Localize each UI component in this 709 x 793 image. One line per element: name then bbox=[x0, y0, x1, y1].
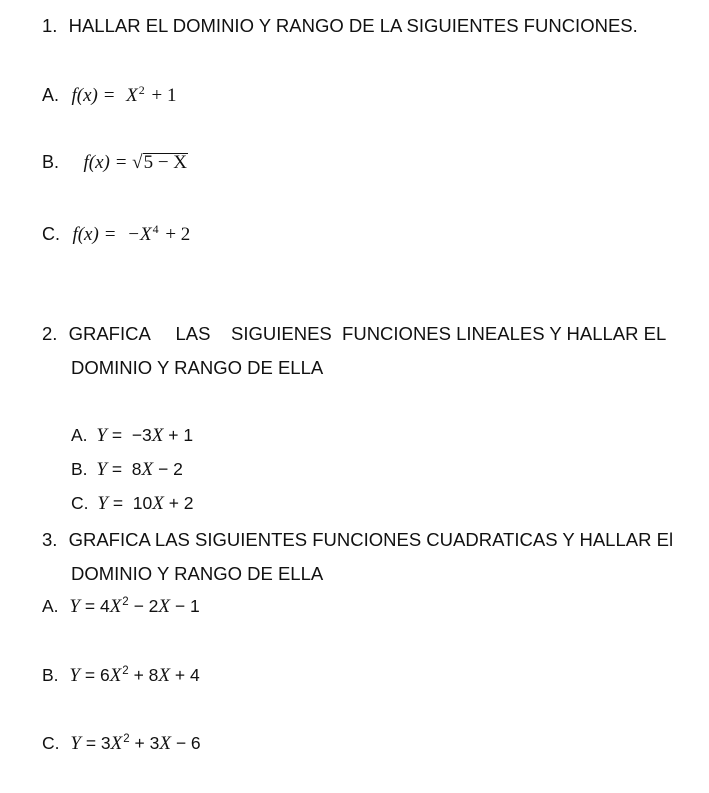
q3-item-b-label: B. bbox=[42, 665, 59, 685]
q3-item-c-label: C. bbox=[42, 733, 60, 753]
q3-item-c-eq: = 3 bbox=[80, 733, 111, 753]
question-1-heading bbox=[42, 15, 638, 37]
q1-item-a-formula bbox=[71, 85, 176, 106]
q2-item-c bbox=[71, 493, 194, 515]
q1-item-b-lhs: f(x) = bbox=[83, 152, 128, 173]
q3-item-b-exp: 2 bbox=[122, 665, 129, 677]
q3-item-b-x2: X bbox=[109, 665, 122, 686]
q3-item-b-mid: + 8 bbox=[128, 665, 159, 685]
q3-item-a-x1: X bbox=[158, 596, 170, 617]
q3-item-a-y: Y bbox=[69, 596, 80, 617]
q1-item-b-radicand: 5 − X bbox=[143, 152, 188, 173]
q3-item-c-rest: − 6 bbox=[170, 733, 201, 753]
q2-item-c-eq: = 10 bbox=[107, 493, 153, 513]
q3-item-c-y: Y bbox=[70, 733, 81, 754]
q3-item-c-mid: + 3 bbox=[129, 733, 160, 753]
q3-item-b-x1: X bbox=[158, 665, 170, 686]
q3-item-a-eq: = 4 bbox=[80, 596, 110, 616]
q1-item-c-lhs: f(x) = bbox=[72, 224, 117, 245]
q2-item-b-eq: = 8 bbox=[107, 459, 142, 479]
q3-item-b-eq: = 6 bbox=[80, 665, 110, 685]
q3-item-a bbox=[42, 596, 200, 618]
q3-item-a-rest: − 1 bbox=[170, 596, 200, 616]
q1-item-b-formula bbox=[83, 152, 188, 173]
q2-item-b-rest: − 2 bbox=[153, 459, 183, 479]
q2-item-c-y: Y bbox=[97, 493, 108, 514]
q3-item-a-x2: X bbox=[109, 596, 122, 617]
question-2-number: 2. bbox=[42, 323, 58, 344]
question-1-number: 1. bbox=[42, 15, 58, 36]
q3-item-a-mid: − 2 bbox=[128, 596, 159, 616]
q1-item-a-base: X bbox=[126, 85, 138, 106]
q1-item-c-label: C. bbox=[42, 224, 60, 244]
q2-item-a bbox=[71, 425, 193, 447]
question-3-number: 3. bbox=[42, 529, 58, 550]
q1-item-a bbox=[42, 83, 176, 107]
q1-item-a-lhs: f(x) = bbox=[71, 85, 116, 106]
q1-item-c-rest: + 2 bbox=[165, 224, 191, 245]
q2-item-c-x: X bbox=[152, 493, 164, 514]
q3-item-c bbox=[42, 733, 201, 755]
q1-item-a-exp: 2 bbox=[138, 83, 145, 97]
question-3-text-line2: DOMINIO Y RANGO DE ELLA bbox=[71, 563, 324, 584]
question-3-text-line1: GRAFICA LAS SIGUIENTES FUNCIONES CUADRATICAS Y HALLAR El bbox=[68, 529, 674, 550]
q3-item-a-label: A. bbox=[42, 596, 59, 616]
question-2-heading bbox=[42, 323, 666, 345]
q3-item-c-x1: X bbox=[159, 733, 171, 754]
q2-item-c-rest: + 2 bbox=[163, 493, 194, 513]
q2-item-a-label: A. bbox=[71, 425, 88, 445]
q3-item-b-y: Y bbox=[69, 665, 80, 686]
q1-item-c-base: −X bbox=[127, 224, 152, 245]
q1-item-b bbox=[42, 152, 188, 174]
q1-item-c-exp: 4 bbox=[152, 222, 159, 236]
q3-item-b-rest: + 4 bbox=[170, 665, 200, 685]
q1-item-c bbox=[42, 222, 190, 246]
q1-item-a-rest: + 1 bbox=[151, 85, 177, 106]
question-3-heading bbox=[42, 529, 673, 551]
q1-item-c-formula bbox=[72, 224, 190, 245]
q2-item-b-y: Y bbox=[96, 459, 107, 480]
q2-item-b bbox=[71, 459, 183, 481]
q2-item-a-x: X bbox=[151, 425, 164, 446]
question-1-text: HALLAR EL DOMINIO Y RANGO DE LA SIGUIENTES FUNCIONES. bbox=[68, 15, 638, 36]
q2-item-c-label: C. bbox=[71, 493, 89, 513]
q2-item-b-x: X bbox=[141, 459, 154, 480]
question-2-text-line1: GRAFICA LAS SIGUIENES FUNCIONES LINEALES Y HALLAR EL bbox=[68, 323, 667, 344]
q1-item-b-sqrt-sign: √ bbox=[132, 152, 143, 173]
q3-item-c-exp: 2 bbox=[123, 733, 130, 745]
question-2-text-line2: DOMINIO Y RANGO DE ELLA bbox=[71, 357, 324, 378]
q3-item-c-x2: X bbox=[110, 733, 123, 754]
q1-item-a-label: A. bbox=[42, 85, 60, 105]
q2-item-b-label: B. bbox=[71, 459, 88, 479]
q2-item-a-rest: + 1 bbox=[163, 425, 194, 445]
q2-item-a-eq: = −3 bbox=[107, 425, 152, 445]
q2-item-a-y: Y bbox=[96, 425, 107, 446]
q1-item-b-label: B. bbox=[42, 152, 60, 172]
q3-item-a-exp: 2 bbox=[122, 596, 129, 608]
q3-item-b bbox=[42, 665, 200, 687]
